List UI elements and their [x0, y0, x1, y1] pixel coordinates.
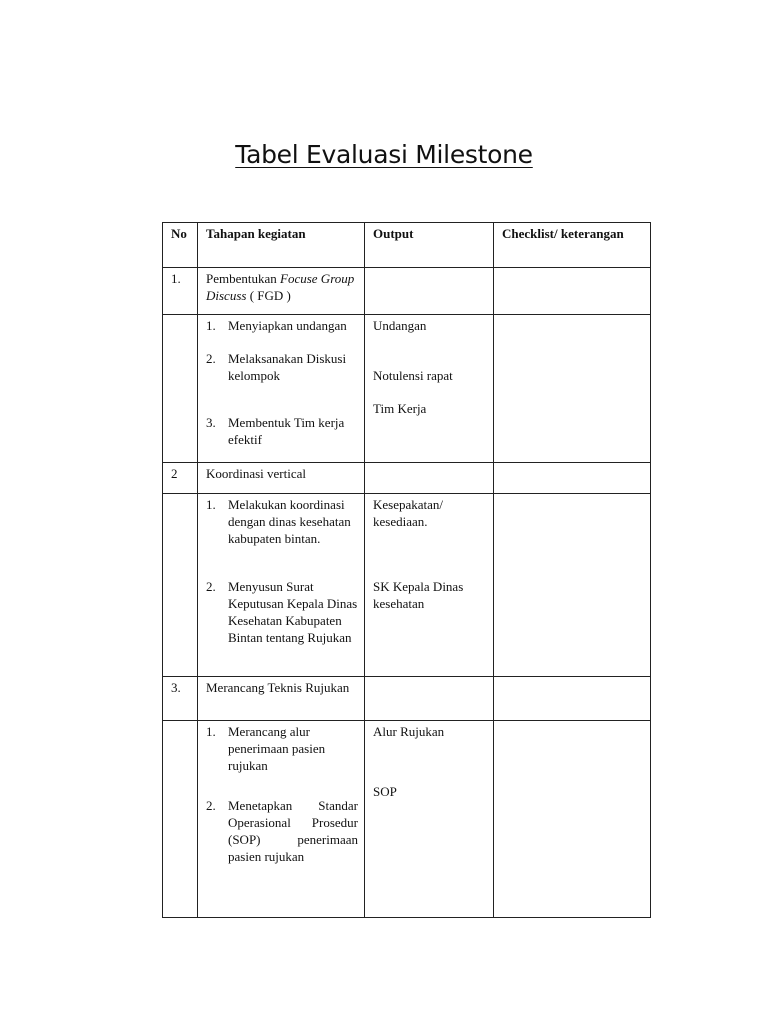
table-row-phase-3 — [163, 677, 651, 721]
checklist-cell — [494, 721, 651, 918]
steps-cell — [198, 494, 365, 677]
list-item: 1. Melakukan koordinasi dengan dinas kesehatan kabupaten bintan. — [206, 497, 351, 546]
phase-label: Koordinasi vertical — [198, 463, 365, 494]
phase-checklist-cell — [494, 268, 651, 315]
document-title: Tabel Evaluasi Milestone — [235, 140, 533, 169]
output-item: SK Kepala Dinas kesehatan — [373, 579, 464, 611]
phase-number: 3. — [163, 677, 198, 721]
table-row-phase-1-steps — [163, 315, 651, 463]
steps-cell — [198, 721, 365, 918]
header-step: Tahapan kegiatan — [198, 223, 365, 268]
outputs-cell — [365, 315, 494, 463]
header-no: No — [163, 223, 198, 268]
table-row-phase-1 — [163, 268, 651, 315]
phase-output-empty — [365, 268, 494, 315]
output-item: Kesepakatan/ kesediaan. — [373, 497, 444, 529]
list-item: 1. Merancang alur penerimaan pasien rujukan — [206, 724, 326, 773]
table-row-phase-2 — [163, 463, 651, 494]
list-item: 3. Membentuk Tim kerja efektif — [206, 415, 345, 447]
output-item: Tim Kerja — [373, 401, 427, 416]
phase-checklist-cell — [494, 677, 651, 721]
steps-number-empty — [163, 315, 198, 463]
phase-number: 1. — [163, 268, 198, 315]
table-header-row — [163, 223, 651, 268]
output-item: Undangan — [373, 318, 427, 333]
phase-output-empty — [365, 463, 494, 494]
phase-label: Merancang Teknis Rujukan — [198, 677, 365, 721]
steps-cell — [198, 315, 365, 463]
milestone-table — [162, 222, 651, 918]
list-item: 2. Melaksanakan Diskusi kelompok — [206, 351, 347, 383]
outputs-cell — [365, 494, 494, 677]
phase-number: 2 — [163, 463, 198, 494]
checklist-cell — [494, 494, 651, 677]
table-row-phase-3-steps — [163, 721, 651, 918]
output-item: SOP — [373, 784, 397, 799]
list-item: 2. Menyusun Surat Keputusan Kepala Dinas Kesehatan Kabupaten Bintan tentang Rujukan — [206, 579, 358, 645]
phase-label: Pembentukan Focuse Group Discuss ( FGD ) — [198, 268, 365, 315]
output-item: Notulensi rapat — [373, 368, 453, 383]
steps-number-empty — [163, 721, 198, 918]
header-checklist: Checklist/ keterangan — [494, 223, 651, 268]
phase-output-empty — [365, 677, 494, 721]
table-row-phase-2-steps — [163, 494, 651, 677]
outputs-cell — [365, 721, 494, 918]
phase-checklist-cell — [494, 463, 651, 494]
checklist-cell — [494, 315, 651, 463]
header-output: Output — [365, 223, 494, 268]
output-item: Alur Rujukan — [373, 724, 445, 739]
steps-number-empty — [163, 494, 198, 677]
list-item: 2. Menetapkan Standar Operasional Prosedur (SOP) penerimaan pasien rujukan — [206, 798, 358, 864]
list-item: 1. Menyiapkan undangan — [206, 318, 347, 333]
